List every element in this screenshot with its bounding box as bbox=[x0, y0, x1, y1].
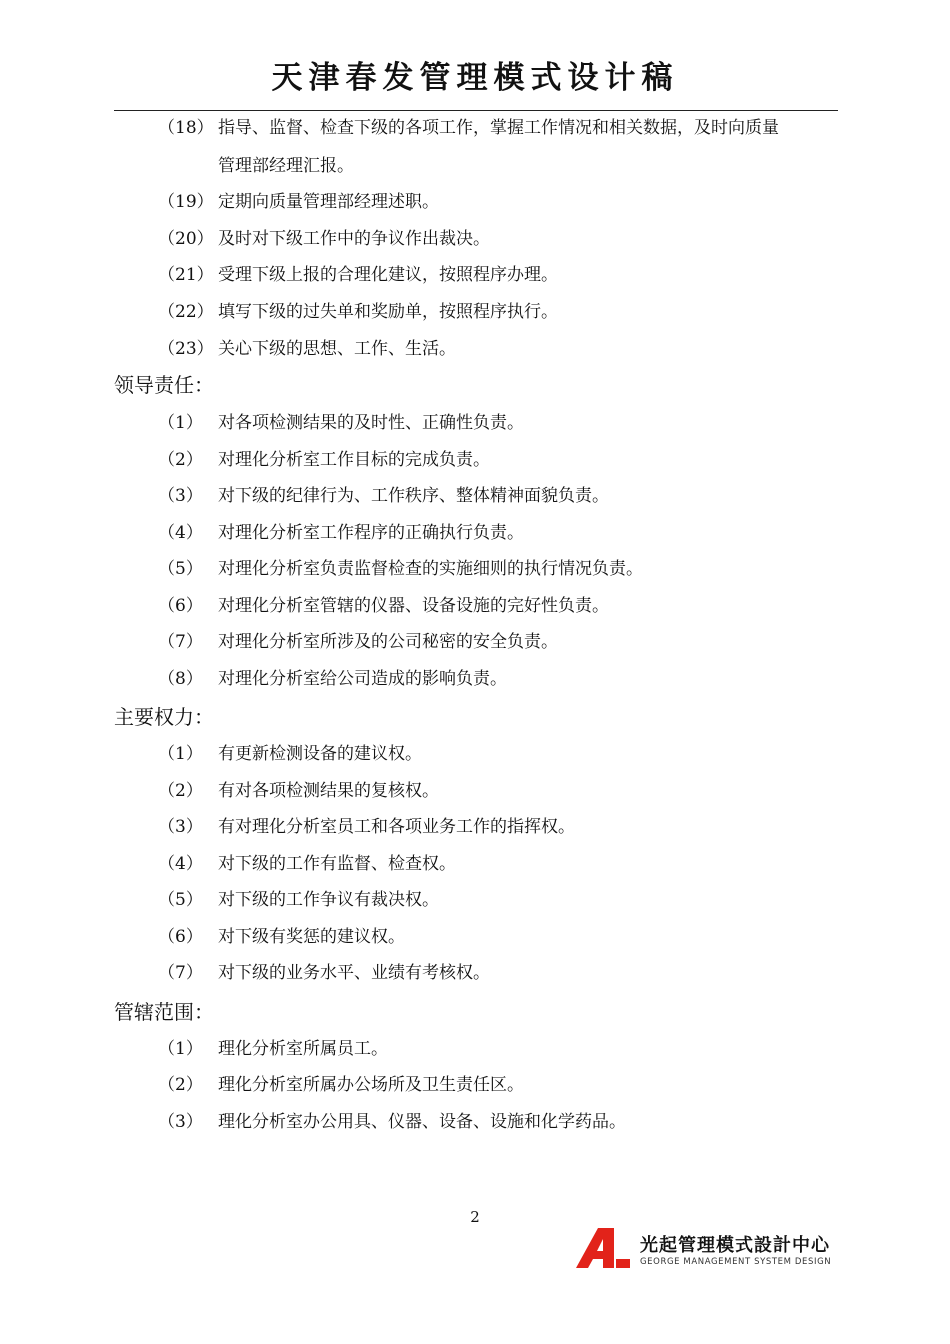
item-number: （22） bbox=[158, 302, 214, 322]
item-text: 对理化分析室管辖的仪器、设备设施的完好性负责。 bbox=[218, 596, 609, 616]
power-item bbox=[158, 925, 405, 949]
section-heading-powers: 主要权力： bbox=[114, 705, 214, 729]
item-text: 对下级的工作争议有裁决权。 bbox=[218, 890, 439, 910]
item-text: 关心下级的思想、工作、生活。 bbox=[218, 339, 456, 359]
section-heading-scope: 管辖范围： bbox=[114, 1000, 214, 1024]
leadership-item bbox=[158, 557, 643, 581]
item-text: 对理化分析室所涉及的公司秘密的安全负责。 bbox=[218, 632, 558, 652]
item-number: （3） bbox=[158, 817, 203, 837]
item-text: 指导、监督、检查下级的各项工作，掌握工作情况和相关数据，及时向质量 bbox=[218, 118, 779, 138]
item-text: 对理化分析室给公司造成的影响负责。 bbox=[218, 669, 507, 689]
duty-item-23 bbox=[158, 337, 456, 361]
power-item bbox=[158, 961, 490, 985]
item-text: 对理化分析室工作目标的完成负责。 bbox=[218, 450, 490, 470]
item-number: （8） bbox=[158, 669, 203, 689]
item-number: （4） bbox=[158, 854, 203, 874]
power-item bbox=[158, 888, 439, 912]
item-number: （1） bbox=[158, 1039, 203, 1059]
item-text: 对下级有奖惩的建议权。 bbox=[218, 927, 405, 947]
power-item bbox=[158, 779, 439, 803]
item-number: （6） bbox=[158, 927, 203, 947]
item-number: （1） bbox=[158, 413, 203, 433]
item-number: （20） bbox=[158, 229, 214, 249]
item-number: （18） bbox=[158, 118, 214, 138]
power-item bbox=[158, 815, 575, 839]
item-number: （3） bbox=[158, 1112, 203, 1132]
item-number: （3） bbox=[158, 486, 203, 506]
item-text: 受理下级上报的合理化建议，按照程序办理。 bbox=[218, 265, 558, 285]
scope-item bbox=[158, 1073, 524, 1097]
item-text: 对下级的纪律行为、工作秩序、整体精神面貌负责。 bbox=[218, 486, 609, 506]
item-text: 对下级的业务水平、业绩有考核权。 bbox=[218, 963, 490, 983]
item-text: 理化分析室办公用具、仪器、设备、设施和化学药品。 bbox=[218, 1112, 626, 1132]
item-text: 有对理化分析室员工和各项业务工作的指挥权。 bbox=[218, 817, 575, 837]
duty-item-19 bbox=[158, 190, 439, 214]
leadership-item bbox=[158, 630, 558, 654]
item-number: （7） bbox=[158, 963, 203, 983]
leadership-item bbox=[158, 484, 609, 508]
item-text: 理化分析室所属办公场所及卫生责任区。 bbox=[218, 1075, 524, 1095]
leadership-item bbox=[158, 411, 524, 435]
document-title: 天津春发管理模式设计稿 bbox=[271, 60, 679, 96]
power-item bbox=[158, 742, 422, 766]
duty-item-22 bbox=[158, 300, 558, 324]
item-number: （21） bbox=[158, 265, 214, 285]
item-text: 有更新检测设备的建议权。 bbox=[218, 744, 422, 764]
header-divider bbox=[114, 110, 838, 111]
power-item bbox=[158, 852, 456, 876]
item-number: （1） bbox=[158, 744, 203, 764]
item-text: 理化分析室所属员工。 bbox=[218, 1039, 388, 1059]
item-text: 及时对下级工作中的争议作出裁决。 bbox=[218, 229, 490, 249]
page-number: 2 bbox=[470, 1208, 480, 1226]
item-number: （2） bbox=[158, 1075, 203, 1095]
item-number: （5） bbox=[158, 890, 203, 910]
item-text: 对下级的工作有监督、检查权。 bbox=[218, 854, 456, 874]
item-number: （5） bbox=[158, 559, 203, 579]
item-number: （2） bbox=[158, 450, 203, 470]
scope-item bbox=[158, 1110, 626, 1134]
logo-english-name: GEORGE MANAGEMENT SYSTEM DESIGN bbox=[640, 1257, 832, 1267]
company-logo bbox=[574, 1226, 844, 1274]
leadership-item bbox=[158, 448, 490, 472]
item-number: （23） bbox=[158, 339, 214, 359]
logo-chinese-name: 光起管理模式設計中心 bbox=[640, 1235, 830, 1256]
duty-item-21 bbox=[158, 263, 558, 287]
logo-a-icon bbox=[574, 1226, 634, 1270]
leadership-item bbox=[158, 521, 524, 545]
item-number: （2） bbox=[158, 781, 203, 801]
item-text: 对理化分析室负责监督检查的实施细则的执行情况负责。 bbox=[218, 559, 643, 579]
duty-item-18-continuation: 管理部经理汇报。 bbox=[218, 156, 354, 176]
duty-item-20 bbox=[158, 227, 490, 251]
item-text: 填写下级的过失单和奖励单，按照程序执行。 bbox=[218, 302, 558, 322]
scope-item bbox=[158, 1037, 388, 1061]
item-number: （6） bbox=[158, 596, 203, 616]
leadership-item bbox=[158, 667, 507, 691]
item-text: 定期向质量管理部经理述职。 bbox=[218, 192, 439, 212]
duty-item-18 bbox=[158, 116, 779, 140]
item-number: （19） bbox=[158, 192, 214, 212]
item-text: 对理化分析室工作程序的正确执行负责。 bbox=[218, 523, 524, 543]
leadership-item bbox=[158, 594, 609, 618]
item-text: 有对各项检测结果的复核权。 bbox=[218, 781, 439, 801]
section-heading-leadership: 领导责任： bbox=[114, 373, 214, 397]
item-text: 对各项检测结果的及时性、正确性负责。 bbox=[218, 413, 524, 433]
item-number: （7） bbox=[158, 632, 203, 652]
item-number: （4） bbox=[158, 523, 203, 543]
